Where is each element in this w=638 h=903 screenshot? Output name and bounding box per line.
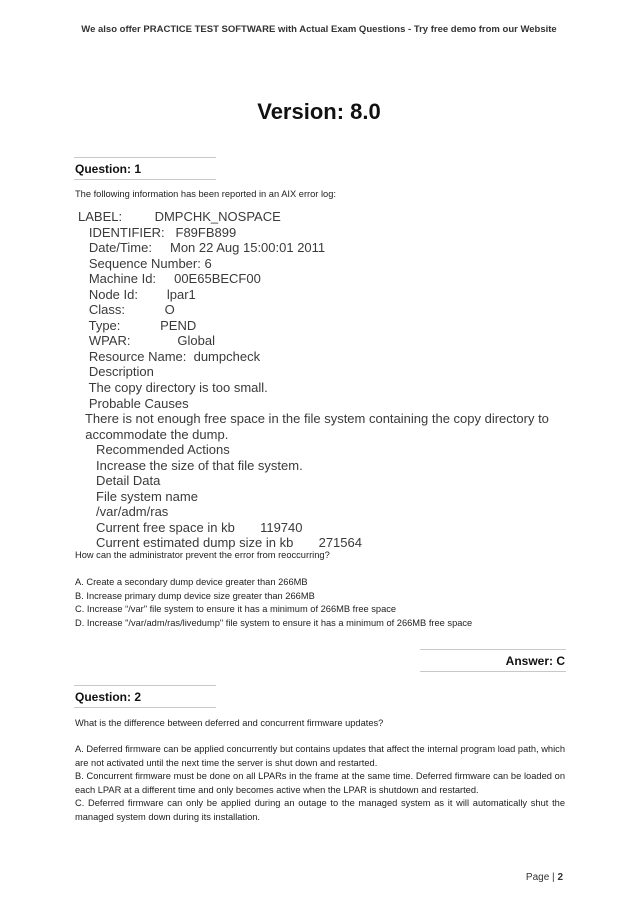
log-line: Detail Data	[78, 473, 161, 489]
question-2-label: Question: 2	[75, 690, 142, 704]
log-line: Current free space in kb 119740	[78, 519, 303, 535]
log-line: Probable Causes	[78, 395, 189, 411]
option-c: C. Deferred firmware can only be applied during an outage to the managed system as it will automatically shut the managed system down during its installation.	[75, 798, 565, 822]
page-label: Page	[525, 872, 550, 883]
log-line: Recommended Actions	[78, 442, 230, 458]
log-line: Date/Time: Mon 22 Aug 15:00:01 2011	[78, 240, 326, 256]
option-b: B. Concurrent firmware must be done on all LPARs in the frame at the same time. Deferred firmware can be loaded on each LPAR at a different time and only becomes active when the LPAR is shutdown and restarted.	[75, 771, 565, 795]
option-b: B. Increase primary dump device size greater than 266MB	[75, 590, 315, 601]
log-line: Sequence Number: 6	[78, 255, 212, 271]
question-1-label: Question: 1	[75, 162, 142, 176]
log-line: Machine Id: 00E65BECF00	[78, 271, 261, 287]
log-line: LABEL: DMPCHK_NOSPACE	[78, 209, 281, 224]
question-1-prompt: How can the administrator prevent the error from reoccurring?	[75, 550, 330, 560]
header-banner: We also offer PRACTICE TEST SOFTWARE with Actual Exam Questions - Try free demo from our Website	[81, 24, 557, 35]
log-line: Current estimated dump size in kb 271564	[78, 535, 362, 551]
question-2-heading	[74, 685, 216, 708]
page-number: Page | 2	[525, 872, 563, 883]
log-line: IDENTIFIER: F89FB899	[78, 224, 237, 240]
log-line: accommodate the dump.	[78, 426, 229, 442]
log-line: The copy directory is too small.	[78, 380, 268, 396]
option-a: A. Create a secondary dump device greater than 266MB	[75, 577, 308, 587]
question-2-prompt: What is the difference between deferred and concurrent firmware updates?	[75, 718, 384, 728]
question-1-options	[75, 576, 565, 630]
option-a: A. Deferred firmware can be applied concurrently but contains updates that affect the internal program load path, which are not activated until the next time the server is shut down and restarted.	[75, 744, 565, 768]
option-d: D. Increase "/var/adm/ras/livedump" file system to ensure it has a minimum of 266MB free space	[75, 617, 473, 628]
log-line: There is not enough free space in the file system containing the copy directory to	[78, 411, 549, 427]
page-number-value: 2	[557, 872, 563, 883]
question-2-options	[75, 743, 565, 825]
version-title: Version: 8.0	[257, 99, 381, 124]
answer-label: Answer: C	[505, 654, 565, 668]
log-line: Increase the size of that file system.	[78, 457, 303, 473]
option-c: C. Increase “/var" file system to ensure it has a minimum of 266MB free space	[75, 604, 397, 615]
log-line: Class: O	[78, 302, 175, 318]
question-1-intro: The following information has been reported in an AIX error log:	[75, 189, 336, 199]
answer-box	[420, 649, 566, 672]
log-line: Resource Name: dumpcheck	[78, 348, 261, 364]
error-log-image	[78, 209, 568, 551]
log-line: File system name	[78, 488, 198, 504]
question-1-heading	[74, 157, 216, 180]
log-line: Description	[78, 364, 154, 380]
log-line: Type: PEND	[78, 317, 197, 333]
log-line: Node Id: lpar1	[78, 286, 196, 302]
log-line: /var/adm/ras	[78, 504, 169, 520]
log-line: WPAR: Global	[78, 333, 216, 349]
